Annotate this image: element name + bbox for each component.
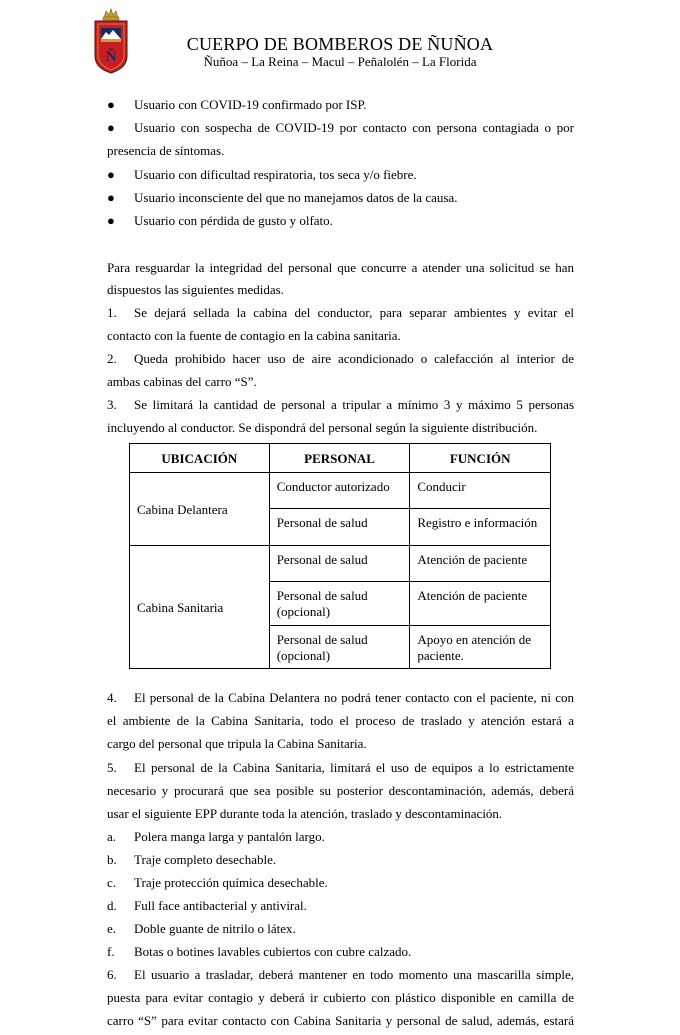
bullet-icon: ●: [107, 213, 115, 228]
bullet-icon: ●: [107, 190, 115, 205]
page-subtitle: Ñuñoa – La Reina – Macul – Peñalolén – La Florida: [203, 54, 477, 69]
function-cell: Atención de paciente: [410, 546, 551, 582]
measure-6: 6. El usuario a trasladar, deberá mantener en todo momento una mascarilla simple, puesta para evitar contagio y deberá ir cubierto con plástico disponible en camilla de carro “S” para evitar contacto con Cabina Sanitaria y personal de salud, además, estará: [107, 967, 574, 1028]
measure-continuation: contacto con la fuente de contagio en la cabina sanitaria.: [107, 328, 401, 343]
column-header: UBICACIÓN: [130, 444, 270, 473]
bullet-list: ● Usuario con COVID-19 confirmado por ISP. ● Usuario con sospecha de COVID-19 por contacto con persona contagiada o por presencia de síntomas. ● Usuario con dificultad respiratoria, tos seca y/o fiebre. ● Usuario inconsciente del que no manejamos datos de la causa. ● Usuario con pérdida de gusto y olfato.: [107, 97, 574, 228]
logo-letter: Ñ: [105, 49, 117, 65]
measure-continuation: el ambiente de la Cabina Sanitaria, todo el proceso de traslado y atención estará a: [107, 713, 574, 728]
measure-continuation: ambas cabinas del carro “S”.: [107, 374, 257, 389]
bullet-icon: ●: [107, 167, 115, 182]
measure-continuation: incluyendo al conductor. Se dispondrá del personal según la siguiente distribución.: [107, 420, 538, 435]
measure-continuation: puesta para evitar contagio y deberá ir cubierto con plástico disponible en camilla de: [107, 990, 574, 1005]
personal-cell: Personal de salud: [269, 509, 410, 546]
fire-department-crest-logo: [93, 6, 129, 74]
column-header: PERSONAL: [269, 444, 410, 473]
measures-section-b: 4. El personal de la Cabina Delantera no podrá tener contacto con el paciente, ni con el ambiente de la Cabina Sanitaria, todo el proceso de traslado y atención estará a cargo del personal que tripula la Cabina Sanitaria. 5. El personal de la Cabina Sanitaria, limitará el uso de equipos a lo estrictamente necesario y procurará que sea posible su posterior descontaminación, además, deberá usar el siguiente EPP durante toda la atención, traslado y descontaminación.: [107, 690, 574, 821]
intro-line: Para resguardar la integridad del personal que concurre a atender una solicitud se han: [107, 260, 574, 275]
personnel-distribution-table: [129, 443, 551, 669]
table-header-row: [130, 444, 551, 473]
measure-continuation: necesario y procurará que sea posible su posterior descontaminación, además, deberá: [107, 783, 574, 798]
personal-cell: Personal de salud (opcional): [269, 582, 410, 626]
measure-continuation: usar el siguiente EPP durante toda la atención, traslado y descontaminación.: [107, 806, 503, 821]
function-cell: Apoyo en atención de paciente.: [410, 626, 551, 669]
measure-continuation: carro “S” para evitar contacto con Cabina Sanitaria y personal de salud, además, estará: [107, 1013, 574, 1028]
page-title: CUERPO DE BOMBEROS DE ÑUÑOA: [186, 34, 494, 54]
intro-line: dispuestos las siguientes medidas.: [107, 282, 284, 297]
list-item-continuation: presencia de síntomas.: [107, 143, 225, 158]
personal-cell: Personal de salud (opcional): [269, 626, 410, 669]
measure-continuation: cargo del personal que tripula la Cabina Sanitaria.: [107, 736, 367, 751]
personal-cell: Personal de salud: [269, 546, 410, 582]
epp-list: a. Polera manga larga y pantalón largo. b. Traje completo desechable. c. Traje protección química desechable. d. Full face antibacterial y antiviral. e. Doble guante de nitrilo o látex. f. Botas o botines lavables cubiertos con cubre calzado.: [107, 829, 412, 959]
location-cell: Cabina Delantera: [130, 473, 270, 546]
personal-cell: Conductor autorizado: [269, 473, 410, 509]
table-row: [130, 546, 551, 582]
measures-section: Para resguardar la integridad del personal que concurre a atender una solicitud se han dispuestos las siguientes medidas. 1. Se dejará sellada la cabina del conductor, para separar ambientes y evitar el contacto con la fuente de contagio en la cabina sanitaria. 2. Queda prohibido hacer uso de aire acondicionado o calefacción al interior de ambas cabinas del carro “S”. 3. Se limitará la cantidad de personal a tripular a mínimo 3 y máximo 5 personas incluyendo al conductor. Se dispondrá del personal según la siguiente distribución.: [107, 260, 574, 435]
function-cell: Registro e información: [410, 509, 551, 546]
location-cell: Cabina Sanitaria: [130, 546, 270, 669]
document-header: [0, 0, 680, 90]
bullet-icon: ●: [107, 97, 115, 112]
function-cell: Atención de paciente: [410, 582, 551, 626]
table-row: [130, 473, 551, 509]
bullet-icon: ●: [107, 120, 115, 135]
column-header: FUNCIÓN: [410, 444, 551, 473]
function-cell: Conducir: [410, 473, 551, 509]
